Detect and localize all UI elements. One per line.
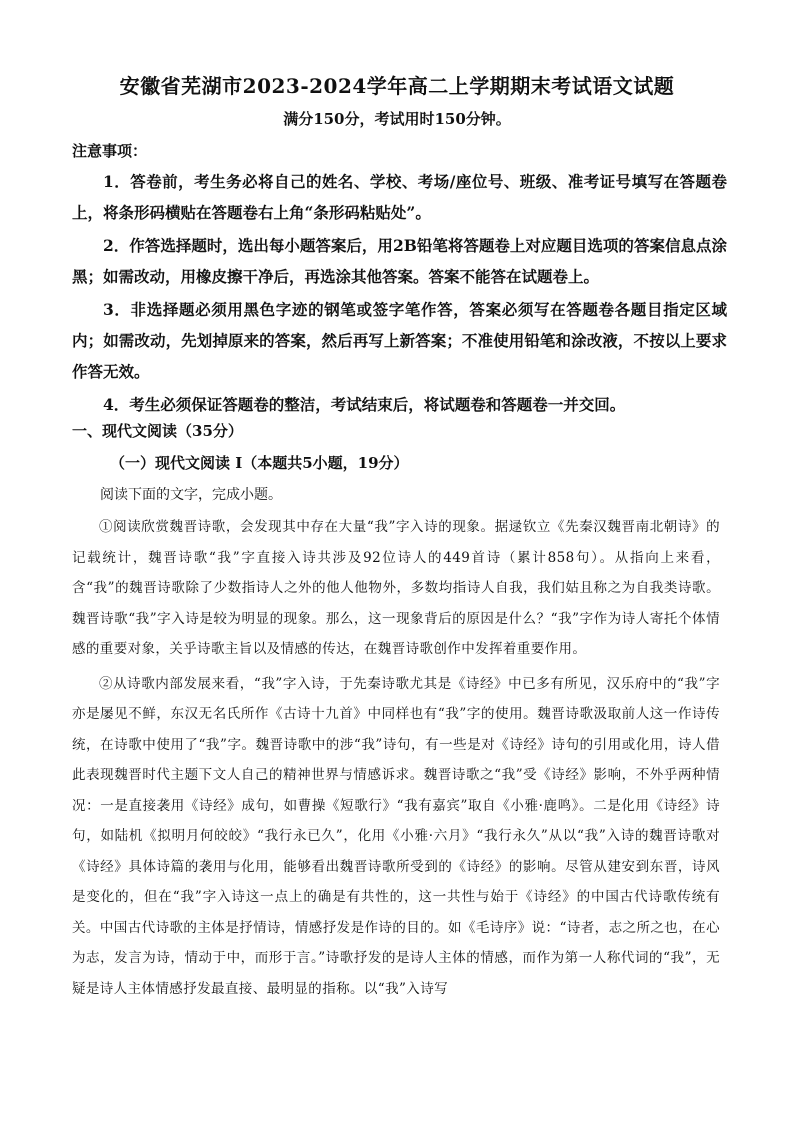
instruction-item: 4．考生必须保证答题卷的整洁，考试结束后，将试题卷和答题卷一并交回。 (103, 395, 626, 414)
instruction-item: 1．答卷前，考生务必将自己的姓名、学校、考场/座位号、班级、准考证号填写在答题卷上，将条形码横贴在答题卷右上角“条形码粘贴处”。 (72, 172, 727, 222)
subsection-heading: （一）现代文阅读 I（本题共5小题，19分） (110, 454, 409, 472)
instruction-item: 3．非选择题必须用黑色字迹的钢笔或签字笔作答，答案必须写在答题卷各题目指定区域内；如需改动，先划掉原来的答案，然后再写上新答案；不准使用铅笔和涂改液，不按以上要求作答无效。 (72, 300, 727, 381)
reading-prompt: 阅读下面的文字，完成小题。 (100, 487, 282, 503)
instructions-list (72, 166, 727, 422)
reading-passage (72, 512, 720, 1008)
passage-paragraph: ①阅读欣赏魏晋诗歌，会发现其中存在大量“我”字入诗的现象。据逯钦立《先秦汉魏晋南北朝诗》的记载统计，魏晋诗歌“我”字直接入诗共涉及92位诗人的449首诗（累计858句）。从指向上来看，含“我”的魏晋诗歌除了少数指诗人之外的他人他物外，多数均指诗人自我，我们姑且称之为自我类诗歌。魏晋诗歌“我”字入诗是较为明显的现象。那么，这一现象背后的原因是什么？“我”字作为诗人寄托个体情感的重要对象，关乎诗歌主旨以及情感的传达，在魏晋诗歌创作中发挥着重要作用。 (72, 519, 720, 657)
exam-info: 满分150分，考试用时150分钟。 (283, 110, 511, 128)
passage-paragraph: ②从诗歌内部发展来看，“我”字入诗，于先秦诗歌尤其是《诗经》中已多有所见，汉乐府中的“我”字亦是屡见不鲜，东汉无名氏所作《古诗十九首》中同样也有“我”字的使用。魏晋诗歌汲取前人这一作诗传统，在诗歌中使用了“我”字。魏晋诗歌中的涉“我”诗句，有一些是对《诗经》诗句的引用或化用，诗人借此表现魏晋时代主题下文人自己的精神世界与情感诉求。魏晋诗歌之“我”受《诗经》影响，不外乎两种情况：一是直接袭用《诗经》成句，如曹操《短歌行》“我有嘉宾”取自《小雅·鹿鸣》。二是化用《诗经》诗句，如陆机《拟明月何皎皎》“我行永已久”，化用《小雅·六月》“我行永久”从以“我”入诗的魏晋诗歌对《诗经》具体诗篇的袭用与化用，能够看出魏晋诗歌所受到的《诗经》的影响。尽管从建安到东晋，诗风是变化的，但在“我”字入诗这一点上的确是有共性的，这一共性与始于《诗经》的中国古代诗歌传统有关。中国古代诗歌的主体是抒情诗，情感抒发是作诗的目的。如《毛诗序》说：“诗者，志之所之也，在心为志，发言为诗，情动于中，而形于言。”诗歌抒发的是诗人主体的情感，而作为第一人称代词的“我”，无疑是诗人主体情感抒发最直接、最明显的指称。以“我”入诗写 (72, 675, 720, 997)
section-heading: 一、现代文阅读（35分） (72, 422, 243, 440)
notice-heading: 注意事项： (72, 142, 148, 160)
instruction-item: 2．作答选择题时，选出每小题答案后，用2B铅笔将答题卷上对应题目选项的答案信息点涂黑；如需改动，用橡皮擦干净后，再选涂其他答案。答案不能答在试题卷上。 (72, 236, 727, 286)
page-title: 安徽省芜湖市2023-2024学年高二上学期期末考试语文试题 (119, 74, 675, 98)
